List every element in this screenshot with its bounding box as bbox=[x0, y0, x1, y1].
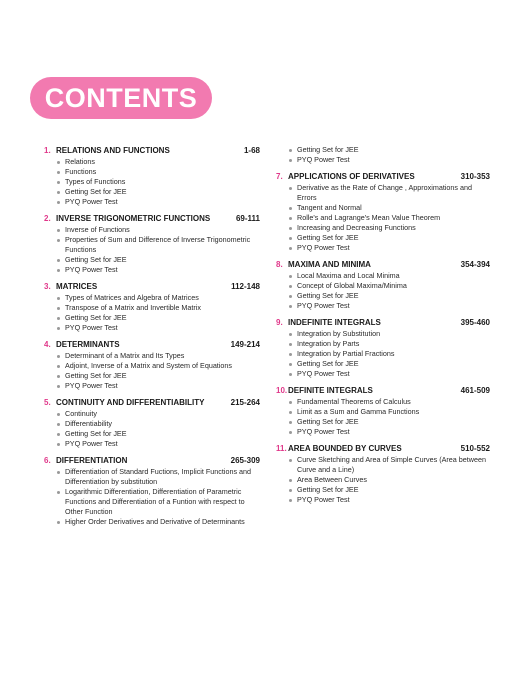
chapter-number: 3. bbox=[44, 282, 51, 291]
topic-item: Integration by Parts bbox=[288, 339, 490, 349]
chapter-number: 1. bbox=[44, 146, 51, 155]
chapter-number: 11. bbox=[276, 444, 287, 453]
chapter-1[interactable] bbox=[44, 145, 260, 207]
chapter-page-range: 354-394 bbox=[460, 260, 490, 269]
chapter-heading bbox=[276, 443, 490, 454]
chapter-page-range: 149-214 bbox=[230, 340, 260, 349]
chapter-topic-list bbox=[276, 145, 490, 165]
chapter-topic-list bbox=[276, 329, 490, 379]
chapter-number: 6. bbox=[44, 456, 51, 465]
topic-item: Adjoint, Inverse of a Matrix and System of Equations bbox=[56, 361, 260, 371]
topic-item: Local Maxima and Local Minima bbox=[288, 271, 490, 281]
chapter-8[interactable] bbox=[276, 259, 490, 311]
topic-item: Area Between Curves bbox=[288, 475, 490, 485]
chapter-title: INDEFINITE INTEGRALS bbox=[288, 318, 381, 327]
chapter-title: MATRICES bbox=[56, 282, 98, 291]
chapter-title: INVERSE TRIGONOMETRIC FUNCTIONS bbox=[56, 214, 211, 223]
topic-item: Determinant of a Matrix and Its Types bbox=[56, 351, 260, 361]
chapter-number: 9. bbox=[276, 318, 283, 327]
chapter-title: APPLICATIONS OF DERIVATIVES bbox=[288, 172, 415, 181]
topic-item: Concept of Global Maxima/Minima bbox=[288, 281, 490, 291]
chapter-topic-list bbox=[44, 467, 260, 527]
topic-item: Getting Set for JEE bbox=[288, 485, 490, 495]
chapter-page-range: 215-264 bbox=[230, 398, 260, 407]
chapter-title: AREA BOUNDED BY CURVES bbox=[288, 444, 402, 453]
topic-item: PYQ Power Test bbox=[56, 265, 260, 275]
topic-item: Fundamental Theorems of Calculus bbox=[288, 397, 490, 407]
topic-item: Getting Set for JEE bbox=[288, 145, 490, 155]
chapter-heading bbox=[276, 385, 490, 396]
topic-item: PYQ Power Test bbox=[288, 427, 490, 437]
chapter-page-range: 69-111 bbox=[235, 214, 260, 223]
topic-item: Getting Set for JEE bbox=[288, 291, 490, 301]
chapter-heading bbox=[44, 455, 260, 466]
topic-item: PYQ Power Test bbox=[288, 495, 490, 505]
topic-item: Higher Order Derivatives and Derivative of Determinants bbox=[56, 517, 260, 527]
chapter-title: MAXIMA AND MINIMA bbox=[288, 260, 371, 269]
chapter-9[interactable] bbox=[276, 317, 490, 379]
topic-item: Derivative as the Rate of Change , Approximations and Errors bbox=[288, 183, 490, 203]
chapter-6[interactable] bbox=[44, 455, 260, 527]
topic-item: Differentiation of Standard Fuctions, Implicit Functions and Differentiation by substitution bbox=[56, 467, 260, 487]
chapter-number: 10. bbox=[276, 386, 288, 395]
chapter-heading bbox=[44, 339, 260, 350]
chapter-number: 4. bbox=[44, 340, 51, 349]
toc-left-column bbox=[44, 145, 260, 533]
topic-item: Getting Set for JEE bbox=[288, 417, 490, 427]
topic-item: Integration by Partial Fractions bbox=[288, 349, 490, 359]
topic-item: Getting Set for JEE bbox=[56, 313, 260, 323]
topic-item: PYQ Power Test bbox=[288, 155, 490, 165]
topic-item: PYQ Power Test bbox=[288, 243, 490, 253]
chapter-title: DETERMINANTS bbox=[56, 340, 120, 349]
topic-item: Getting Set for JEE bbox=[56, 371, 260, 381]
contents-title-badge bbox=[30, 77, 212, 119]
topic-item: Differentiability bbox=[56, 419, 260, 429]
chapter-heading bbox=[44, 397, 260, 408]
topic-item: PYQ Power Test bbox=[56, 381, 260, 391]
topic-item: Tangent and Normal bbox=[288, 203, 490, 213]
topic-item: Transpose of a Matrix and Invertible Matrix bbox=[56, 303, 260, 313]
chapter-number: 5. bbox=[44, 398, 51, 407]
topic-item: Limit as a Sum and Gamma Functions bbox=[288, 407, 490, 417]
chapter-heading bbox=[276, 259, 490, 270]
topic-item: Getting Set for JEE bbox=[56, 187, 260, 197]
chapter-page-range: 310-353 bbox=[460, 172, 490, 181]
chapter-topic-list bbox=[44, 225, 260, 275]
chapter-page-range: 1-68 bbox=[243, 146, 260, 155]
topic-item: Getting Set for JEE bbox=[56, 255, 260, 265]
chapter-heading bbox=[276, 171, 490, 182]
topic-item: Functions bbox=[56, 167, 260, 177]
topic-item: Integration by Substitution bbox=[288, 329, 490, 339]
chapter-topic-list bbox=[276, 455, 490, 505]
topic-item: PYQ Power Test bbox=[288, 301, 490, 311]
chapter-title: DEFINITE INTEGRALS bbox=[288, 386, 373, 395]
chapter-page-range: 510-552 bbox=[460, 444, 490, 453]
chapter-heading bbox=[276, 317, 490, 328]
topic-item: PYQ Power Test bbox=[56, 323, 260, 333]
chapter-topic-list bbox=[44, 293, 260, 333]
topic-item: Relations bbox=[56, 157, 260, 167]
chapter-10[interactable] bbox=[276, 385, 490, 437]
chapter-3[interactable] bbox=[44, 281, 260, 333]
chapter-6-continuation bbox=[276, 145, 490, 165]
topic-item: Logarithmic Differentiation, Differentiation of Parametric Functions and Differentiation of a Funtion with respect to Other Function bbox=[56, 487, 260, 517]
chapter-heading bbox=[44, 281, 260, 292]
chapter-topic-list bbox=[276, 271, 490, 311]
topic-item: PYQ Power Test bbox=[56, 439, 260, 449]
chapter-page-range: 461-509 bbox=[460, 386, 490, 395]
chapter-number: 2. bbox=[44, 214, 51, 223]
topic-item: Types of Functions bbox=[56, 177, 260, 187]
topic-item: Rolle's and Lagrange's Mean Value Theorem bbox=[288, 213, 490, 223]
chapter-4[interactable] bbox=[44, 339, 260, 391]
chapter-11[interactable] bbox=[276, 443, 490, 505]
topic-item: Getting Set for JEE bbox=[56, 429, 260, 439]
page-title: CONTENTS bbox=[44, 82, 198, 113]
chapter-page-range: 112-148 bbox=[231, 282, 260, 291]
chapter-number: 7. bbox=[276, 172, 283, 181]
topic-item: Types of Matrices and Algebra of Matrices bbox=[56, 293, 260, 303]
chapter-title: CONTINUITY AND DIFFERENTIABILITY bbox=[56, 398, 205, 407]
topic-item: Properties of Sum and Difference of Inverse Trigonometric Functions bbox=[56, 235, 260, 255]
chapter-topic-list bbox=[44, 351, 260, 391]
topic-item: Continuity bbox=[56, 409, 260, 419]
topic-item: PYQ Power Test bbox=[288, 369, 490, 379]
chapter-page-range: 265-309 bbox=[230, 456, 260, 465]
chapter-5[interactable] bbox=[44, 397, 260, 449]
topic-item: PYQ Power Test bbox=[56, 197, 260, 207]
topic-item: Getting Set for JEE bbox=[288, 233, 490, 243]
chapter-topic-list bbox=[276, 397, 490, 437]
topic-item: Increasing and Decreasing Functions bbox=[288, 223, 490, 233]
chapter-topic-list bbox=[44, 157, 260, 207]
chapter-title: RELATIONS AND FUNCTIONS bbox=[56, 146, 170, 155]
chapter-2[interactable] bbox=[44, 213, 260, 275]
chapter-topic-list bbox=[44, 409, 260, 449]
chapter-topic-list bbox=[276, 183, 490, 253]
chapter-number: 8. bbox=[276, 260, 283, 269]
toc-right-column bbox=[276, 145, 490, 511]
chapter-7[interactable] bbox=[276, 171, 490, 253]
chapter-title: DIFFERENTIATION bbox=[56, 456, 128, 465]
chapter-page-range: 395-460 bbox=[460, 318, 490, 327]
toc-right-chapters bbox=[276, 171, 490, 505]
chapter-heading bbox=[44, 213, 260, 224]
chapter-heading bbox=[44, 145, 260, 156]
topic-item: Inverse of Functions bbox=[56, 225, 260, 235]
topic-item: Getting Set for JEE bbox=[288, 359, 490, 369]
topic-item: Curve Sketching and Area of Simple Curves (Area between Curve and a Line) bbox=[288, 455, 490, 475]
